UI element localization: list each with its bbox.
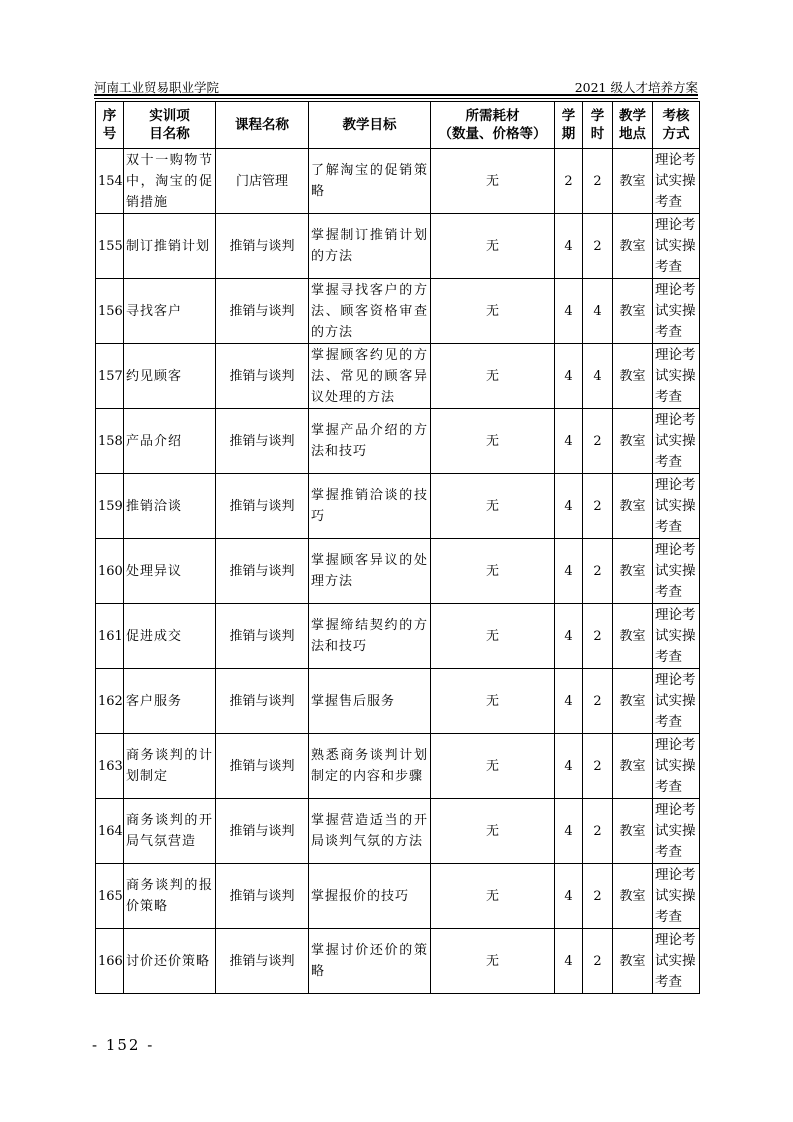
cell-hours: 2 <box>583 864 613 929</box>
cell-hours: 2 <box>583 149 613 214</box>
cell-assessment-method: 理论考试实操考查 <box>653 734 700 799</box>
column-header: 所需耗材 （数量、价格等） <box>431 102 555 149</box>
cell-hours: 2 <box>583 669 613 734</box>
cell-course-name: 推销与谈判 <box>216 799 309 864</box>
cell-project-name: 处理异议 <box>124 539 216 604</box>
cell-term: 4 <box>555 214 583 279</box>
cell-materials: 无 <box>431 149 555 214</box>
cell-location: 教室 <box>613 734 653 799</box>
cell-materials: 无 <box>431 344 555 409</box>
table-row <box>96 864 700 929</box>
cell-project-name: 商务谈判的开局气氛营造 <box>124 799 216 864</box>
column-header: 教学目标 <box>309 102 431 149</box>
cell-materials: 无 <box>431 864 555 929</box>
cell-course-name: 推销与谈判 <box>216 929 309 994</box>
cell-course-name: 推销与谈判 <box>216 669 309 734</box>
cell-assessment-method: 理论考试实操考查 <box>653 149 700 214</box>
table-row <box>96 149 700 214</box>
cell-row-number: 161 <box>96 604 124 669</box>
cell-teaching-goal: 掌握营造适当的开局谈判气氛的方法 <box>309 799 431 864</box>
table-row <box>96 734 700 799</box>
cell-assessment-method: 理论考试实操考查 <box>653 214 700 279</box>
cell-term: 4 <box>555 344 583 409</box>
cell-hours: 2 <box>583 799 613 864</box>
cell-course-name: 推销与谈判 <box>216 539 309 604</box>
cell-materials: 无 <box>431 604 555 669</box>
table-row <box>96 669 700 734</box>
cell-materials: 无 <box>431 474 555 539</box>
cell-project-name: 推销洽谈 <box>124 474 216 539</box>
cell-materials: 无 <box>431 734 555 799</box>
cell-assessment-method: 理论考试实操考查 <box>653 409 700 474</box>
cell-location: 教室 <box>613 344 653 409</box>
cell-location: 教室 <box>613 474 653 539</box>
cell-term: 4 <box>555 929 583 994</box>
cell-location: 教室 <box>613 214 653 279</box>
cell-term: 4 <box>555 669 583 734</box>
table-row <box>96 604 700 669</box>
column-header: 实训项 目名称 <box>124 102 216 149</box>
cell-term: 4 <box>555 409 583 474</box>
cell-hours: 2 <box>583 409 613 474</box>
cell-term: 2 <box>555 149 583 214</box>
cell-assessment-method: 理论考试实操考查 <box>653 604 700 669</box>
cell-row-number: 160 <box>96 539 124 604</box>
plan-title: 2021 级人才培养方案 <box>574 80 698 95</box>
cell-location: 教室 <box>613 929 653 994</box>
cell-project-name: 寻找客户 <box>124 279 216 344</box>
cell-term: 4 <box>555 734 583 799</box>
cell-teaching-goal: 掌握推销洽谈的技巧 <box>309 474 431 539</box>
cell-materials: 无 <box>431 409 555 474</box>
table-row <box>96 344 700 409</box>
table-row <box>96 799 700 864</box>
cell-course-name: 门店管理 <box>216 149 309 214</box>
cell-row-number: 157 <box>96 344 124 409</box>
cell-project-name: 讨价还价策略 <box>124 929 216 994</box>
cell-assessment-method: 理论考试实操考查 <box>653 474 700 539</box>
table-row <box>96 474 700 539</box>
table-row <box>96 409 700 474</box>
cell-location: 教室 <box>613 799 653 864</box>
cell-course-name: 推销与谈判 <box>216 409 309 474</box>
column-header: 序 号 <box>96 102 124 149</box>
cell-term: 4 <box>555 864 583 929</box>
cell-course-name: 推销与谈判 <box>216 864 309 929</box>
cell-assessment-method: 理论考试实操考查 <box>653 279 700 344</box>
cell-materials: 无 <box>431 929 555 994</box>
cell-teaching-goal: 掌握售后服务 <box>309 669 431 734</box>
cell-teaching-goal: 掌握顾客约见的方法、常见的顾客异议处理的方法 <box>309 344 431 409</box>
cell-materials: 无 <box>431 539 555 604</box>
table-row <box>96 214 700 279</box>
column-header: 课程名称 <box>216 102 309 149</box>
cell-location: 教室 <box>613 409 653 474</box>
cell-course-name: 推销与谈判 <box>216 214 309 279</box>
cell-project-name: 产品介绍 <box>124 409 216 474</box>
cell-assessment-method: 理论考试实操考查 <box>653 539 700 604</box>
cell-course-name: 推销与谈判 <box>216 474 309 539</box>
cell-teaching-goal: 掌握缔结契约的方法和技巧 <box>309 604 431 669</box>
cell-hours: 2 <box>583 929 613 994</box>
cell-row-number: 165 <box>96 864 124 929</box>
cell-term: 4 <box>555 474 583 539</box>
cell-location: 教室 <box>613 149 653 214</box>
cell-row-number: 162 <box>96 669 124 734</box>
cell-project-name: 约见顾客 <box>124 344 216 409</box>
cell-location: 教室 <box>613 539 653 604</box>
cell-term: 4 <box>555 279 583 344</box>
cell-hours: 2 <box>583 734 613 799</box>
cell-teaching-goal: 掌握寻找客户的方法、顾客资格审查的方法 <box>309 279 431 344</box>
cell-location: 教室 <box>613 669 653 734</box>
cell-row-number: 166 <box>96 929 124 994</box>
cell-location: 教室 <box>613 604 653 669</box>
cell-materials: 无 <box>431 669 555 734</box>
cell-course-name: 推销与谈判 <box>216 279 309 344</box>
cell-hours: 4 <box>583 279 613 344</box>
cell-project-name: 商务谈判的计划制定 <box>124 734 216 799</box>
cell-hours: 4 <box>583 344 613 409</box>
cell-teaching-goal: 熟悉商务谈判计划制定的内容和步骤 <box>309 734 431 799</box>
cell-teaching-goal: 掌握产品介绍的方法和技巧 <box>309 409 431 474</box>
cell-teaching-goal: 掌握顾客异议的处理方法 <box>309 539 431 604</box>
cell-row-number: 156 <box>96 279 124 344</box>
cell-project-name: 双十一购物节中，淘宝的促销措施 <box>124 149 216 214</box>
cell-course-name: 推销与谈判 <box>216 734 309 799</box>
cell-materials: 无 <box>431 279 555 344</box>
cell-teaching-goal: 掌握制订推销计划的方法 <box>309 214 431 279</box>
header-rule-thick <box>94 94 698 96</box>
page-number: - 152 - <box>92 1036 155 1054</box>
cell-term: 4 <box>555 799 583 864</box>
cell-teaching-goal: 掌握讨价还价的策略 <box>309 929 431 994</box>
cell-teaching-goal: 了解淘宝的促销策略 <box>309 149 431 214</box>
cell-project-name: 制订推销计划 <box>124 214 216 279</box>
cell-project-name: 商务谈判的报价策略 <box>124 864 216 929</box>
cell-assessment-method: 理论考试实操考查 <box>653 344 700 409</box>
cell-term: 4 <box>555 539 583 604</box>
cell-project-name: 促进成交 <box>124 604 216 669</box>
institution-name: 河南工业贸易职业学院 <box>94 80 220 95</box>
column-header: 学 期 <box>555 102 583 149</box>
cell-teaching-goal: 掌握报价的技巧 <box>309 864 431 929</box>
cell-row-number: 164 <box>96 799 124 864</box>
cell-course-name: 推销与谈判 <box>216 604 309 669</box>
table-row <box>96 539 700 604</box>
cell-project-name: 客户服务 <box>124 669 216 734</box>
cell-row-number: 163 <box>96 734 124 799</box>
page-header <box>94 76 698 96</box>
cell-assessment-method: 理论考试实操考查 <box>653 669 700 734</box>
column-header: 考核 方式 <box>653 102 700 149</box>
cell-hours: 2 <box>583 214 613 279</box>
table-row <box>96 929 700 994</box>
table-row <box>96 279 700 344</box>
cell-row-number: 158 <box>96 409 124 474</box>
cell-course-name: 推销与谈判 <box>216 344 309 409</box>
cell-location: 教室 <box>613 864 653 929</box>
table-header-row <box>96 102 700 149</box>
cell-row-number: 155 <box>96 214 124 279</box>
cell-assessment-method: 理论考试实操考查 <box>653 799 700 864</box>
cell-row-number: 154 <box>96 149 124 214</box>
cell-materials: 无 <box>431 214 555 279</box>
cell-row-number: 159 <box>96 474 124 539</box>
cell-assessment-method: 理论考试实操考查 <box>653 929 700 994</box>
cell-hours: 2 <box>583 474 613 539</box>
cell-location: 教室 <box>613 279 653 344</box>
column-header: 教学 地点 <box>613 102 653 149</box>
cell-hours: 2 <box>583 539 613 604</box>
training-projects-table <box>95 101 700 994</box>
column-header: 学 时 <box>583 102 613 149</box>
cell-term: 4 <box>555 604 583 669</box>
cell-assessment-method: 理论考试实操考查 <box>653 864 700 929</box>
cell-materials: 无 <box>431 799 555 864</box>
header-rule-thin <box>94 98 698 99</box>
cell-hours: 2 <box>583 604 613 669</box>
